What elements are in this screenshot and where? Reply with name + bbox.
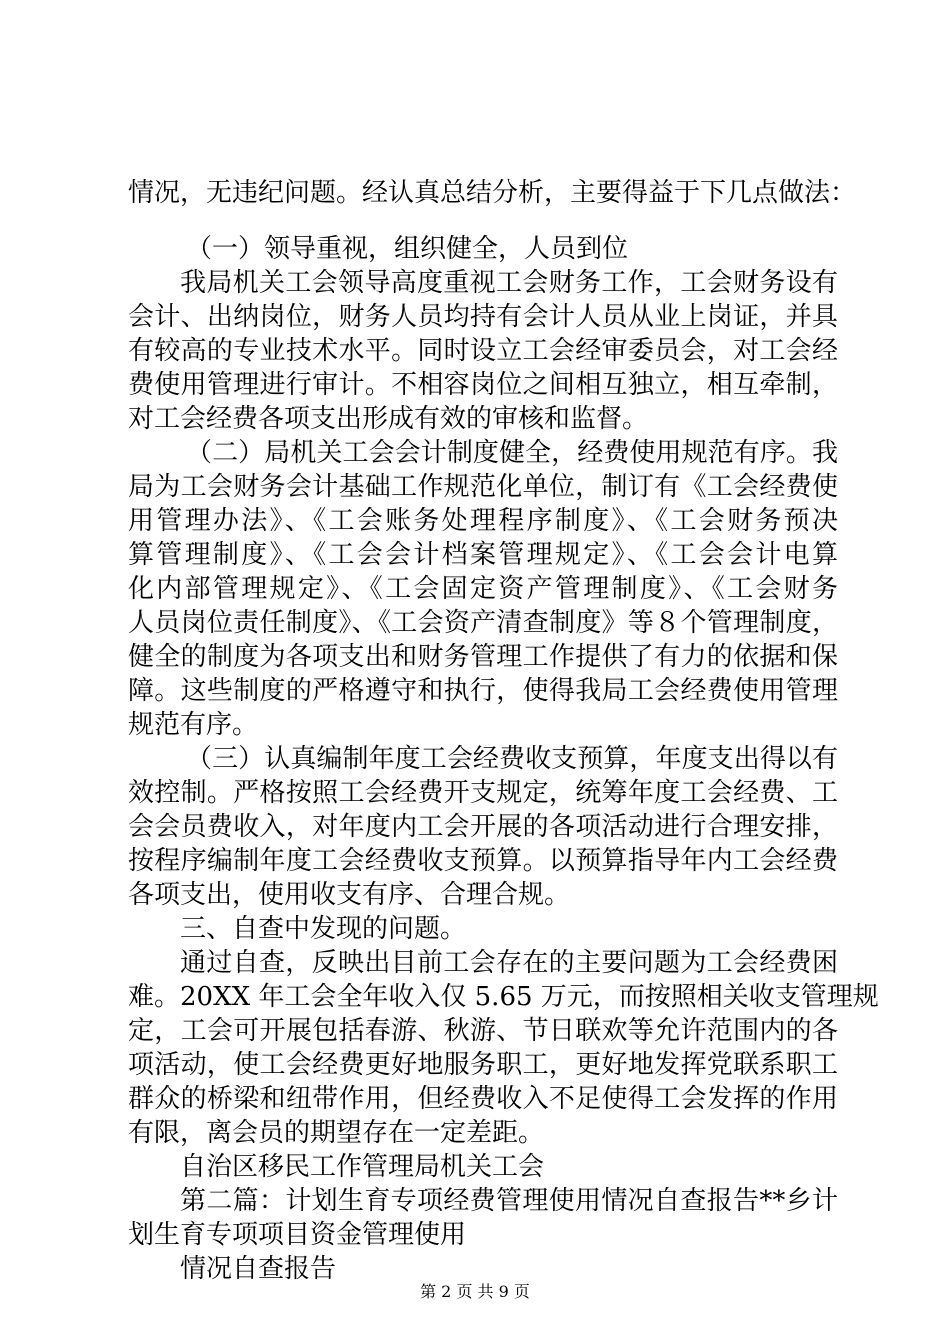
text-line: 会计、出纳岗位，财务人员均持有会计人员从业上岗证，并具 xyxy=(128,302,838,332)
signature-line: 自治区移民工作管理局机关工会 xyxy=(180,1152,545,1182)
text-line: 各项支出，使用收支有序、合理合规。 xyxy=(128,880,571,910)
text-line: （三）认真编制年度工会经费收支预算，年度支出得以有 xyxy=(186,744,838,774)
text-line: 按程序编制年度工会经费收支预算。以预算指导年内工会经费 xyxy=(128,846,838,876)
text-line: 项活动，使工会经费更好地服务职工，更好地发挥党联系职工 xyxy=(128,1050,838,1080)
text-line: 群众的桥梁和纽带作用，但经费收入不足使得工会发挥的作用 xyxy=(128,1084,838,1114)
chapter-heading-continued: 划生育专项项目资金管理使用 xyxy=(128,1220,467,1250)
text-line: 定，工会可开展包括春游、秋游、节日联欢等允许范围内的各 xyxy=(128,1016,838,1046)
text-line: 通过自查，反映出目前工会存在的主要问题为工会经费困 xyxy=(180,948,838,978)
text-line: 障。这些制度的严格遵守和执行，使得我局工会经费使用管理 xyxy=(128,676,838,706)
chapter-heading: 第二篇：计划生育专项经费管理使用情况自查报告**乡计 xyxy=(180,1186,838,1216)
report-title: 情况自查报告 xyxy=(180,1254,337,1284)
page-number-footer: 第 2 页 共 9 页 xyxy=(420,1282,530,1301)
text-line: 费使用管理进行审计。不相容岗位之间相互独立，相互牵制， xyxy=(128,370,838,400)
text-line: 对工会经费各项支出形成有效的审核和监督。 xyxy=(128,404,649,434)
document-body xyxy=(128,176,879,1286)
text-line: 健全的制度为各项支出和财务管理工作提供了有力的依据和保 xyxy=(128,642,838,672)
text-line: 人员岗位责任制度》、《工会资产清查制度》等８个管理制度， xyxy=(128,608,838,638)
section-heading: 三、自查中发现的问题。 xyxy=(180,914,467,944)
text-line: 化内部管理规定》、《工会固定资产管理制度》、《工会财务 xyxy=(128,574,838,604)
text-line: （二）局机关工会会计制度健全，经费使用规范有序。我 xyxy=(186,438,838,468)
text-line: 情况，无违纪问题。经认真总结分析，主要得益于下几点做法： xyxy=(128,178,857,208)
paragraph-gap xyxy=(128,210,838,232)
text-line: 效控制。严格按照工会经费开支规定，统筹年度工会经费、工 xyxy=(128,778,838,808)
text-line: 算管理制度》、《工会会计档案管理规定》、《工会会计电算 xyxy=(128,540,838,570)
text-line: 有较高的专业技术水平。同时设立工会经审委员会，对工会经 xyxy=(128,336,838,366)
text-line: 用管理办法》、《工会账务处理程序制度》、《工会财务预决 xyxy=(128,506,838,536)
text-line: 会会员费收入，对年度内工会开展的各项活动进行合理安排， xyxy=(128,812,838,842)
text-line: 规范有序。 xyxy=(128,710,259,740)
text-line: 有限，离会员的期望存在一定差距。 xyxy=(128,1118,545,1148)
section-heading: （一）领导重视，组织健全，人员到位 xyxy=(186,234,629,264)
text-line: 难。20XX 年工会全年收入仅 5.65 万元，而按照相关收支管理规 xyxy=(128,982,879,1012)
text-line: 我局机关工会领导高度重视工会财务工作，工会财务设有 xyxy=(180,268,838,298)
text-line: 局为工会财务会计基础工作规范化单位，制订有《工会经费使 xyxy=(128,472,838,502)
